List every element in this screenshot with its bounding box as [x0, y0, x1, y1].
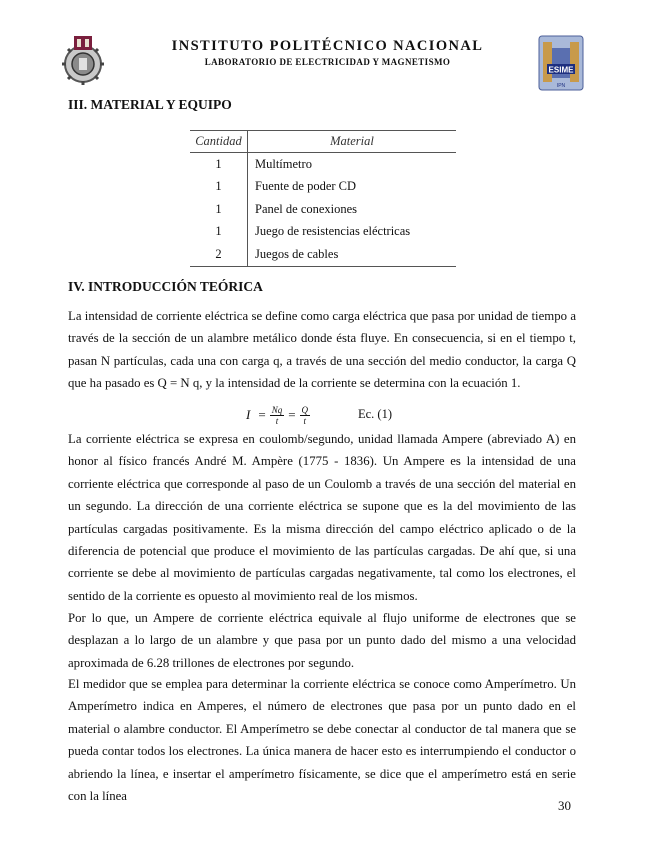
quantity-cell: 2 — [190, 243, 248, 266]
fraction-numerator: Nq — [271, 404, 283, 415]
fraction-denominator: t — [275, 415, 279, 426]
table-row — [190, 176, 456, 199]
table-header-row — [190, 131, 456, 153]
equation-fraction-nq — [270, 405, 285, 426]
section-heading-introduction: IV. INTRODUCCIÓN TEÓRICA — [68, 279, 263, 294]
esime-logo-small: IPN — [556, 83, 566, 89]
institution-title: INSTITUTO POLITÉCNICO NACIONAL — [171, 38, 484, 54]
equation-label: Ec. (1) — [358, 407, 393, 421]
table-row — [190, 198, 456, 221]
material-cell: Fuente de poder CD — [255, 179, 357, 194]
paragraph-electron-flow: Por lo que, un Ampere de corriente eléctrica equivale al flujo uniforme de electrones que se desplazan a lo largo de un alambre y que pasa por un punto dado del mismo a una velocidad aproximada de 6.28 trillones de electrones por segundo. — [68, 611, 576, 670]
material-cell: Juego de resistencias eléctricas — [255, 224, 411, 239]
table-row — [190, 153, 456, 176]
materials-table — [190, 130, 456, 267]
lab-subtitle: LABORATORIO DE ELECTRICIDAD Y MAGNETISMO — [204, 57, 451, 67]
material-cell: Juegos de cables — [248, 243, 457, 266]
equation-equals: = — [258, 407, 266, 422]
esime-logo-text: ESIME — [548, 65, 574, 75]
equation-fraction-q — [300, 405, 311, 426]
fraction-numerator: Q — [301, 404, 309, 415]
material-cell: Multímetro — [255, 156, 312, 171]
column-header-material: Material — [248, 131, 457, 153]
equation-lhs: I — [246, 407, 251, 422]
section-heading-material: III. MATERIAL Y EQUIPO — [68, 97, 232, 112]
quantity-cell: 1 — [190, 153, 248, 176]
page-number: 30 — [558, 798, 571, 813]
column-header-quantity: Cantidad — [190, 131, 248, 153]
material-cell: Panel de conexiones — [255, 201, 358, 216]
table-row — [190, 221, 456, 244]
paragraph-ammeter: El medidor que se emplea para determinar la corriente eléctrica se conoce como Amperímetro. Un Amperímetro indica en Amperes, el número de electrones que pasa por un punto dado en el material o alambre conductor. El Amperímetro se debe conectar al conductor de tal manera que se pueda contar todos los electrones. La única manera de hacer esto es interrumpiendo el conductor o abriendo la línea, e insertar el amperímetro físicamente, se dice que el amperímetro está en serie con la línea — [68, 677, 576, 804]
equation-equals: = — [288, 407, 296, 422]
quantity-cell: 1 — [190, 198, 248, 221]
quantity-cell: 1 — [190, 221, 248, 244]
paragraph-current-definition: La intensidad de corriente eléctrica se define como carga eléctrica que pasa por unidad de tiempo a través de la sección de un alambre metálico donde ésta fluye. En consecuencia, si en el tiempo t, pasan N partículas, cada una con carga q, a través de una sección del medio conductor, la carga Q que ha pasado es Q = N q, y la intensidad de la corriente se determina con la ecuación 1. — [68, 309, 576, 391]
fraction-denominator: t — [303, 415, 307, 426]
quantity-cell: 1 — [190, 176, 248, 199]
equation-1 — [246, 401, 393, 429]
paragraph-ampere-unit: La corriente eléctrica se expresa en coulomb/segundo, unidad llamada Ampere (abreviado A) en honor al físico francés André M. Ampère (1775 - 1836). Un Ampere es la intensidad de una corriente eléctrica que corresponde al paso de un Coulomb a través de una sección del material en un segundo. La dirección de una corriente eléctrica se supone que es la del movimiento de las partículas cargadas positivamente. Es la misma dirección del campo eléctrico aplicado o de la diferencia de potencial que produce el movimiento de las partículas cargadas. De ahí que, si una corriente se debe al movimiento de partículas cargadas negativamente, tal como los electrones, el sentido de la corriente es opuesto al movimiento real de los mismos. — [68, 432, 576, 603]
table-row — [190, 243, 456, 266]
